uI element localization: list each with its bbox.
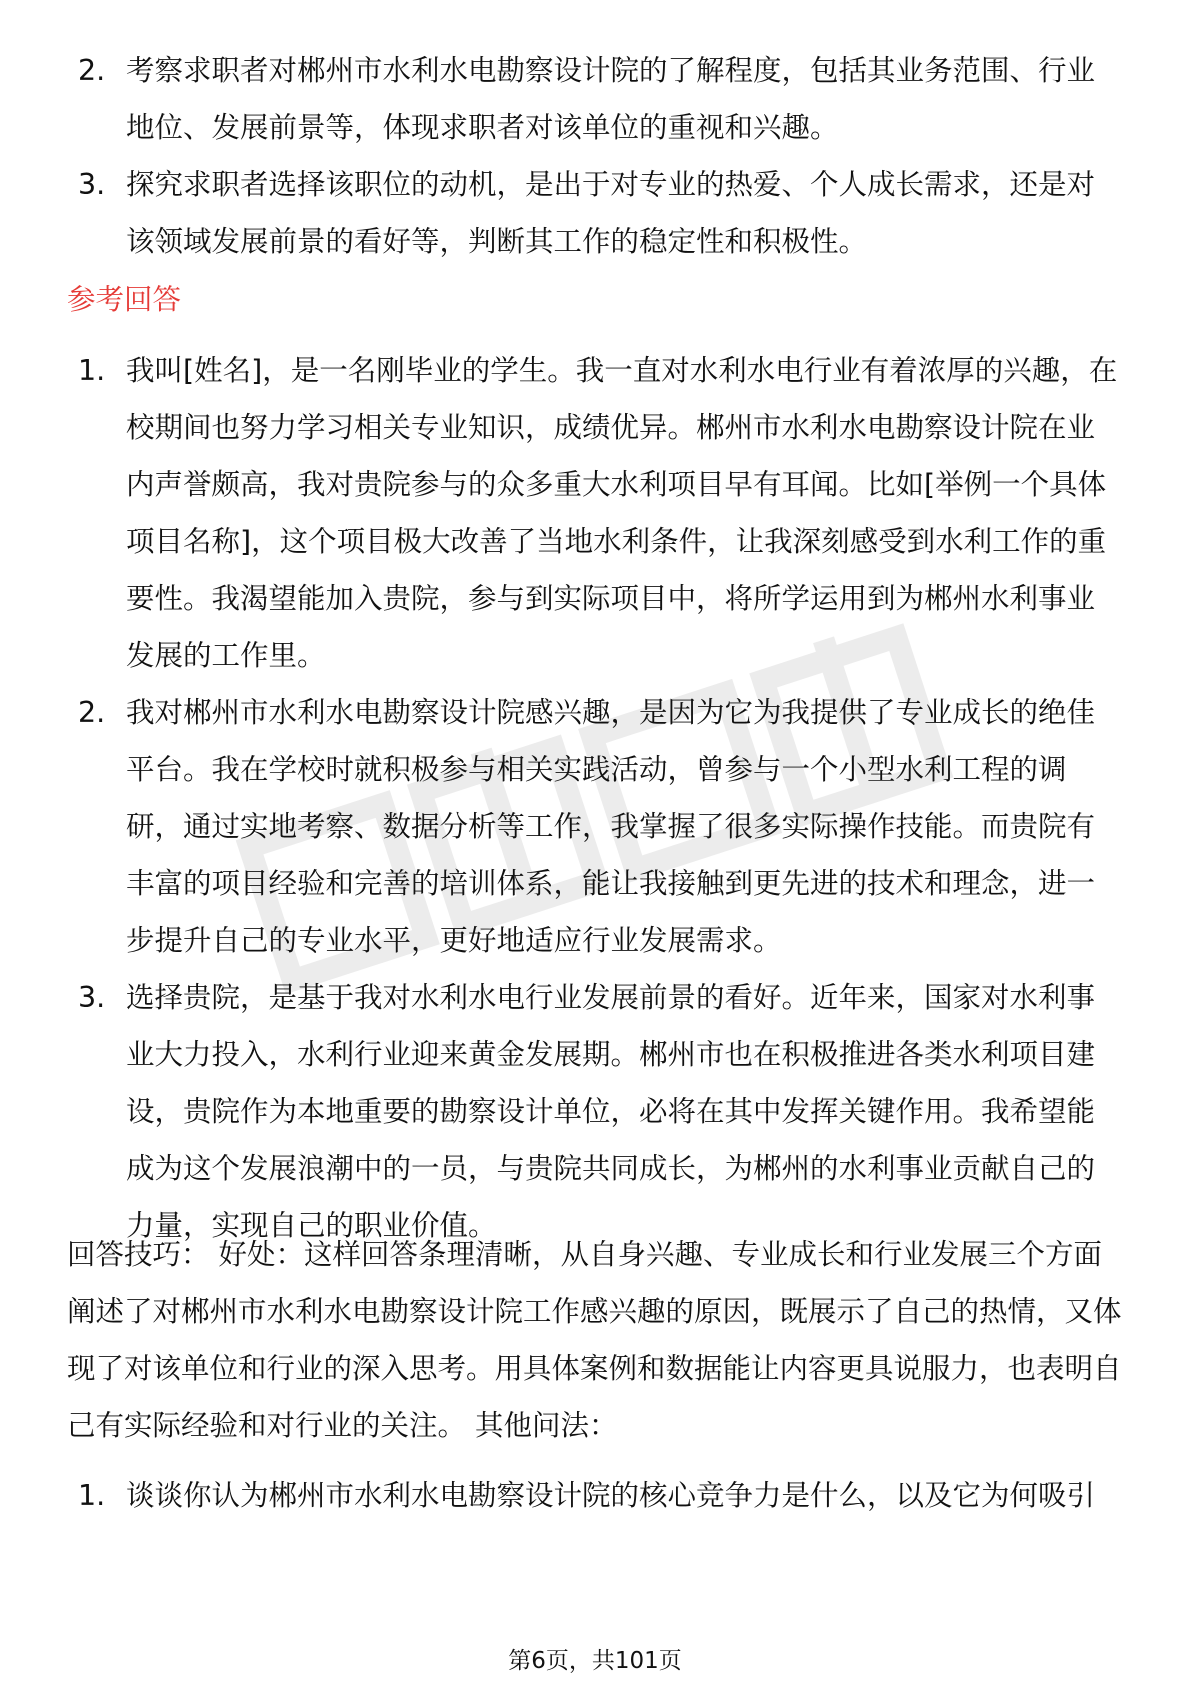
list-text: 选择贵院，是基于我对水利水电行业发展前景的看好。近年来，国家对水利事业大力投入，水利行业迎来黄金发展期。郴州市也在积极推进各类水利项目建设，贵院作为本地重要的勘察设计单位，必将在其中发挥关键作用。我希望能成为这个发展浪潮中的一员，与贵院共同成长，为郴州的水利事业贡献自己的力量，实现自己的职业价值。 <box>126 981 1096 1242</box>
list-item <box>78 156 1118 270</box>
other-questions-list <box>78 1467 1118 1524</box>
section-heading: 参考回答 <box>67 283 182 316</box>
list-item <box>78 342 1118 684</box>
list-number: 2. <box>78 54 106 87</box>
intro-list <box>78 42 1118 270</box>
page-footer: 第6页，共101页 <box>508 1648 682 1674</box>
list-number: 1. <box>78 354 106 387</box>
list-text: 我叫[姓名]，是一名刚毕业的学生。我一直对水利水电行业有着浓厚的兴趣，在校期间也努力学习相关专业知识，成绩优异。郴州市水利水电勘察设计院在业内声誉颇高，我对贵院参与的众多重大水利项目早有耳闻。比如[举例一个具体项目名称]，这个项目极大改善了当地水利条件，让我深刻感受到水利工作的重要性。我渴望能加入贵院，参与到实际项目中，将所学运用到为郴州水利事业发展的工作里。 <box>126 354 1118 672</box>
list-number: 3. <box>78 981 106 1014</box>
list-item <box>78 42 1118 156</box>
list-item <box>78 969 1118 1254</box>
list-number: 2. <box>78 696 106 729</box>
list-text: 考察求职者对郴州市水利水电勘察设计院的了解程度，包括其业务范围、行业地位、发展前景等，体现求职者对该单位的重视和兴趣。 <box>126 54 1096 144</box>
list-item <box>78 684 1118 969</box>
list-number: 1. <box>78 1479 106 1512</box>
list-text: 谈谈你认为郴州市水利水电勘察设计院的核心竞争力是什么，以及它为何吸引 <box>126 1479 1096 1512</box>
list-text: 探究求职者选择该职位的动机，是出于对专业的热爱、个人成长需求，还是对该领域发展前景的看好等，判断其工作的稳定性和积极性。 <box>126 168 1096 258</box>
list-text: 我对郴州市水利水电勘察设计院感兴趣，是因为它为我提供了专业成长的绝佳平台。我在学校时就积极参与相关实践活动，曾参与一个小型水利工程的调研，通过实地考察、数据分析等工作，我掌握了很多实际操作技能。而贵院有丰富的项目经验和完善的培训体系，能让我接触到更先进的技术和理念，进一步提升自己的专业水平，更好地适应行业发展需求。 <box>126 696 1096 957</box>
list-number: 3. <box>78 168 106 201</box>
answer-list <box>78 342 1118 1254</box>
answer-tips: 回答技巧： 好处：这样回答条理清晰，从自身兴趣、专业成长和行业发展三个方面阐述了对郴州市水利水电勘察设计院工作感兴趣的原因，既展示了自己的热情，又体现了对该单位和行业的深入思考。用具体案例和数据能让内容更具说服力，也表明自己有实际经验和对行业的关注。 其他问法： <box>67 1238 1122 1442</box>
list-item <box>78 1467 1118 1524</box>
